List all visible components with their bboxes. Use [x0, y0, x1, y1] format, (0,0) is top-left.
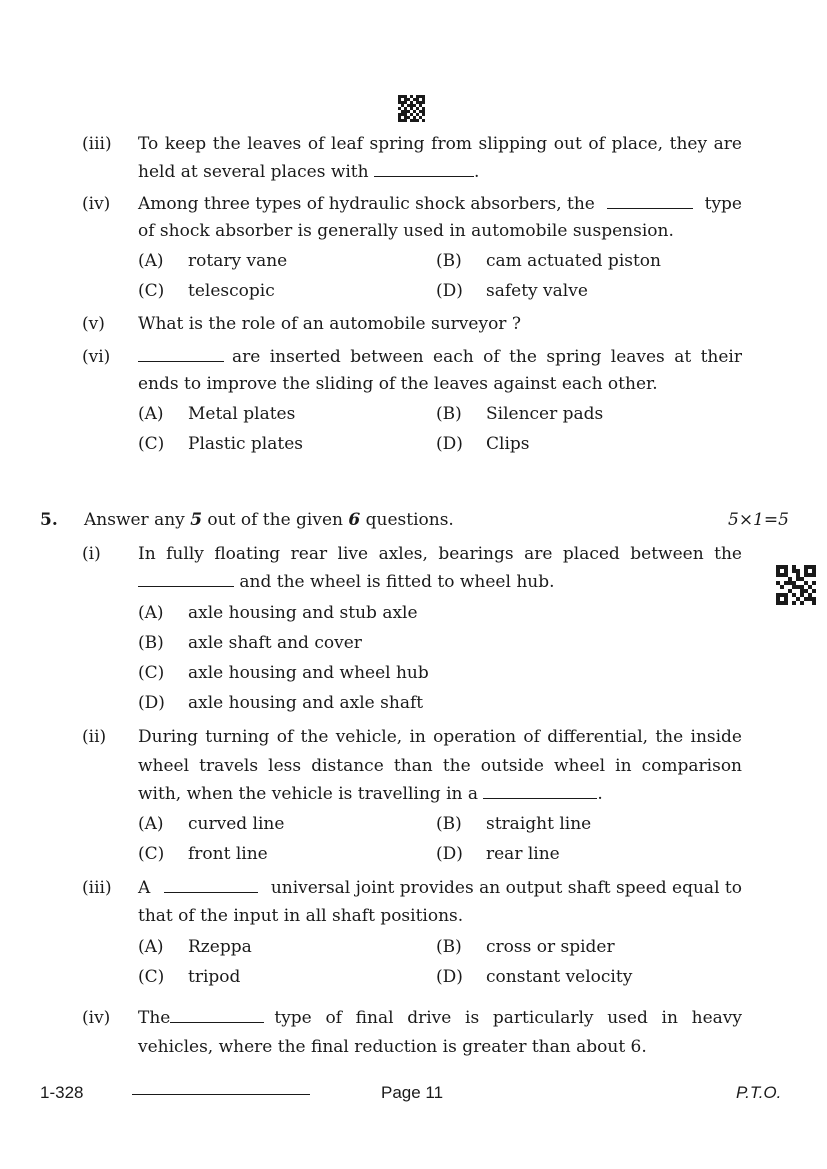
- option-label: (B): [436, 404, 462, 424]
- section-instruction: Answer any 5 out of the given 6 questions.: [84, 510, 454, 530]
- question-number: (iv): [82, 1008, 111, 1028]
- footer-divider: [132, 1094, 310, 1095]
- question-number: (iv): [82, 194, 111, 214]
- qr-code-top: [398, 95, 425, 122]
- question-text: with, when the vehicle is travelling in a .: [138, 784, 603, 804]
- option-label: (C): [138, 434, 165, 454]
- option-label: (D): [436, 967, 463, 987]
- question-text: A universal joint provides an output shaft speed equal to: [138, 878, 742, 898]
- fill-in-blank: [374, 162, 474, 177]
- question-text: ends to improve the sliding of the leaves against each other.: [138, 374, 658, 394]
- question-text: To keep the leaves of leaf spring from slipping out of place, they are: [138, 134, 742, 154]
- option-text: axle shaft and cover: [188, 633, 362, 653]
- fill-in-blank: [483, 784, 597, 799]
- option-text: tripod: [188, 967, 241, 987]
- fill-in-blank: [164, 878, 258, 893]
- option-text: front line: [188, 844, 268, 864]
- option-label: (A): [138, 937, 164, 957]
- option-text: Plastic plates: [188, 434, 303, 454]
- question-number: (ii): [82, 727, 107, 747]
- option-text: cross or spider: [486, 937, 615, 957]
- question-text: What is the role of an automobile surveyor ?: [138, 314, 521, 334]
- question-text: held at several places with .: [138, 162, 480, 182]
- option-text: axle housing and axle shaft: [188, 693, 424, 713]
- option-text: Metal plates: [188, 404, 296, 424]
- question-text: During turning of the vehicle, in operation of differential, the inside: [138, 727, 742, 747]
- question-text: In fully floating rear live axles, bearings are placed between the: [138, 544, 742, 564]
- option-text: axle housing and stub axle: [188, 603, 418, 623]
- fill-in-blank: [170, 1008, 264, 1023]
- question-text: that of the input in all shaft positions.: [138, 906, 464, 926]
- option-label: (A): [138, 814, 164, 834]
- option-label: (D): [138, 693, 165, 713]
- question-text: and the wheel is fitted to wheel hub.: [138, 572, 555, 592]
- question-number: (iii): [82, 878, 112, 898]
- option-label: (A): [138, 251, 164, 271]
- option-label: (C): [138, 281, 165, 301]
- question-number: (vi): [82, 347, 111, 367]
- question-text: of shock absorber is generally used in automobile suspension.: [138, 221, 674, 241]
- option-text: telescopic: [188, 281, 275, 301]
- question-text: wheel travels less distance than the outside wheel in comparison: [138, 756, 742, 776]
- option-text: rotary vane: [188, 251, 288, 271]
- option-label: (C): [138, 844, 165, 864]
- page-number: Page 11: [381, 1083, 444, 1102]
- option-label: (C): [138, 967, 165, 987]
- please-turn-over: P.T.O.: [736, 1083, 782, 1102]
- option-text: Rzeppa: [188, 937, 252, 957]
- fill-in-blank: [138, 572, 234, 587]
- question-text: The type of final drive is particularly used in heavy: [138, 1008, 742, 1028]
- fill-in-blank: [138, 347, 224, 362]
- option-text: curved line: [188, 814, 285, 834]
- question-number: 5.: [40, 510, 58, 530]
- option-text: safety valve: [486, 281, 588, 301]
- fill-in-blank: [607, 194, 693, 209]
- question-number: (i): [82, 544, 101, 564]
- option-text: Clips: [486, 434, 530, 454]
- option-label: (D): [436, 434, 463, 454]
- marks-allocation: 5×1=5: [728, 510, 789, 530]
- option-label: (D): [436, 844, 463, 864]
- option-label: (B): [436, 251, 462, 271]
- option-label: (C): [138, 663, 165, 683]
- option-label: (B): [436, 814, 462, 834]
- option-label: (A): [138, 404, 164, 424]
- question-number: (v): [82, 314, 105, 334]
- paper-code: 1-328: [40, 1083, 84, 1102]
- option-label: (B): [138, 633, 164, 653]
- option-text: Silencer pads: [486, 404, 604, 424]
- option-text: constant velocity: [486, 967, 633, 987]
- qr-code-side: [776, 565, 816, 605]
- option-text: axle housing and wheel hub: [188, 663, 429, 683]
- question-text: vehicles, where the final reduction is greater than about 6.: [138, 1037, 647, 1057]
- option-label: (A): [138, 603, 164, 623]
- question-text: are inserted between each of the spring leaves at their: [138, 347, 742, 367]
- option-label: (B): [436, 937, 462, 957]
- option-text: cam actuated piston: [486, 251, 661, 271]
- question-number: (iii): [82, 134, 112, 154]
- option-text: rear line: [486, 844, 560, 864]
- question-text: Among three types of hydraulic shock absorbers, the type: [138, 194, 742, 214]
- option-text: straight line: [486, 814, 592, 834]
- option-label: (D): [436, 281, 463, 301]
